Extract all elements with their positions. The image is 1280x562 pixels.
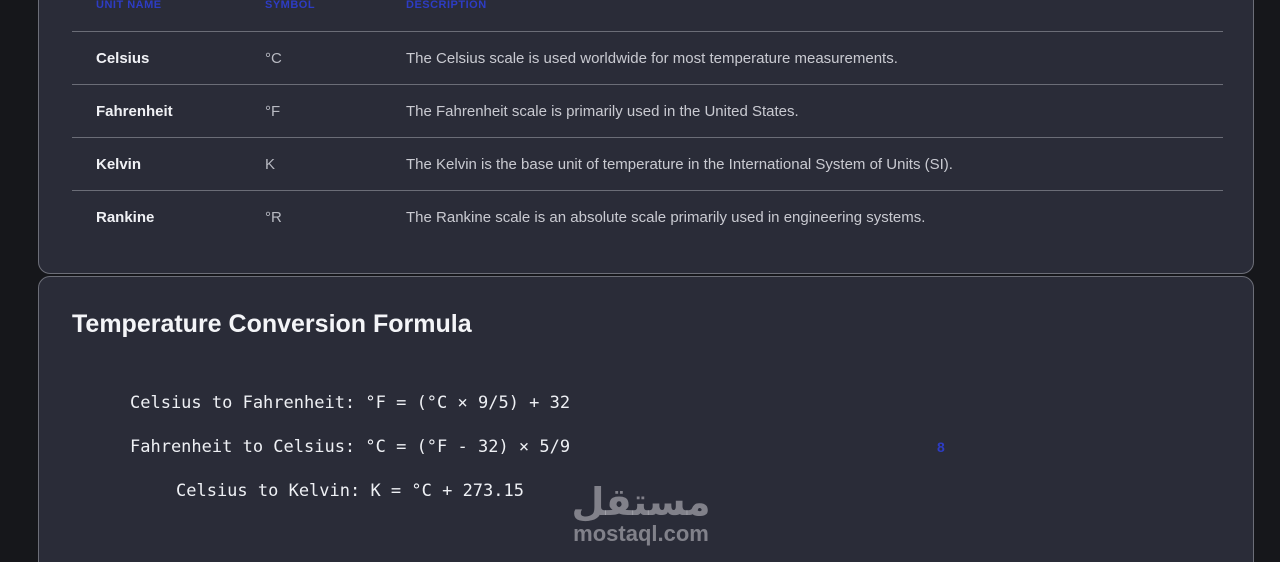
table-row — [72, 85, 1223, 138]
marker-glyph: 8 — [937, 439, 945, 455]
table-row — [72, 191, 1223, 244]
unit-symbol-cell: °C — [265, 50, 282, 67]
unit-description-cell: The Celsius scale is used worldwide for most temperature measurements. — [406, 50, 898, 67]
table-row — [72, 32, 1223, 85]
header-symbol: SYMBOL — [265, 0, 316, 11]
unit-symbol-cell: °F — [265, 103, 281, 120]
watermark — [566, 482, 716, 546]
unit-description-cell: The Kelvin is the base unit of temperature in the International System of Units (SI). — [406, 156, 953, 173]
formula-celsius-to-kelvin: Celsius to Kelvin: K = °C + 273.15 — [176, 481, 524, 501]
table-header — [72, 0, 1223, 32]
unit-name-cell: Fahrenheit — [96, 103, 173, 120]
unit-name-cell: Rankine — [96, 209, 155, 226]
unit-description-cell: The Rankine scale is an absolute scale primarily used in engineering systems. — [406, 209, 926, 226]
unit-description-cell: The Fahrenheit scale is primarily used in the United States. — [406, 103, 799, 120]
watermark-arabic: مستقل — [571, 480, 711, 524]
formula-celsius-to-fahrenheit: Celsius to Fahrenheit: °F = (°C × 9/5) + 32 — [130, 393, 571, 413]
table-row — [72, 138, 1223, 191]
section-title: Temperature Conversion Formula — [72, 310, 472, 338]
units-card — [38, 0, 1254, 274]
unit-symbol-cell: K — [265, 156, 276, 173]
header-unit-name: UNIT NAME — [96, 0, 162, 11]
watermark-latin: mostaql.com — [573, 521, 709, 546]
unit-name-cell: Kelvin — [96, 156, 142, 173]
formula-fahrenheit-to-celsius: Fahrenheit to Celsius: °C = (°F - 32) × 5/9 — [130, 437, 571, 457]
unit-name-cell: Celsius — [96, 50, 150, 67]
units-table — [72, 0, 1223, 244]
header-description: DESCRIPTION — [406, 0, 487, 11]
unit-symbol-cell: °R — [265, 209, 282, 226]
